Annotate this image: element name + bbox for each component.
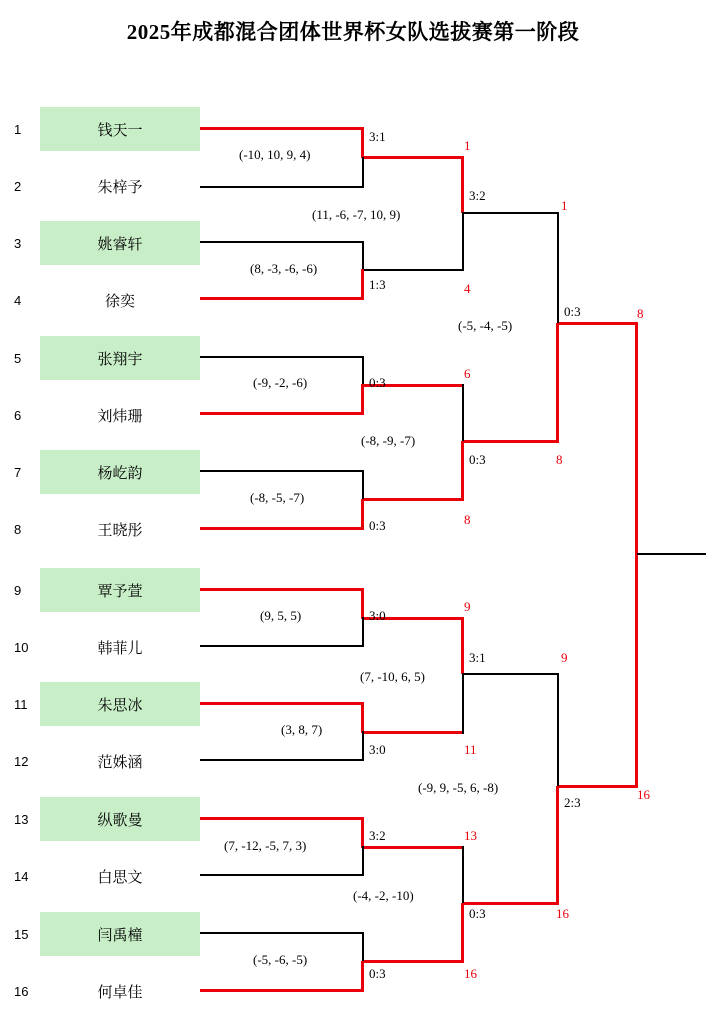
bracket-line-r1m1-top: [200, 127, 363, 130]
seed-number: 11: [14, 697, 28, 712]
match-winner-seed: 11: [464, 742, 477, 757]
player-box[interactable]: 闫禹橦: [40, 912, 200, 956]
match-winner-seed: 4: [464, 281, 471, 296]
player-box[interactable]: 徐奕: [104, 293, 135, 310]
bracket-line-r2m2-join-bottom: [461, 441, 464, 501]
match-winner-seed: 13: [464, 828, 477, 843]
bracket-line-r1m8-top: [200, 932, 363, 934]
seed-number: 10: [14, 640, 29, 655]
match-games: (-5, -4, -5): [458, 318, 513, 333]
match-score: 3:1: [469, 650, 486, 665]
match-winner-seed: 1: [561, 198, 568, 213]
player-box[interactable]: 王晓彤: [97, 522, 143, 539]
seed-number: 3: [14, 236, 22, 251]
bracket-line-r1m7-bottom: [200, 874, 363, 876]
bracket-line-r1m6-top: [200, 702, 363, 705]
seed-number: 5: [14, 351, 22, 366]
bracket-line-r1m4-top: [200, 470, 363, 472]
seed-number: 12: [14, 754, 29, 769]
match-score: 3:0: [369, 742, 386, 757]
bracket-line-r3m2-bottom: [464, 902, 559, 905]
bracket-line-r3m1-top: [464, 212, 559, 214]
seed-number: 13: [14, 812, 29, 827]
bracket-line-r3m2-join-top: [557, 673, 559, 787]
match-winner-seed: 9: [464, 599, 471, 614]
match-winner-seed: 16: [556, 906, 569, 921]
bracket-line-r1m2-top: [200, 241, 363, 243]
bracket-line-r1m5-join-bottom: [362, 617, 364, 647]
match-games: (-9, 9, -5, 6, -8): [418, 780, 499, 795]
match-games: (-8, -5, -7): [250, 490, 305, 505]
match-winner-seed: 1: [464, 138, 471, 153]
match-games: (-8, -9, -7): [361, 433, 416, 448]
match-games: (-4, -2, -10): [353, 888, 414, 903]
player-box[interactable]: 何卓佳: [97, 984, 143, 1001]
bracket-line-r2m4-bottom: [364, 960, 464, 963]
match-games: (8, -3, -6, -6): [250, 261, 318, 276]
player-box[interactable]: 姚睿轩: [40, 221, 200, 265]
seed-number: 4: [14, 293, 22, 308]
match-score: 0:3: [369, 375, 386, 390]
player-box[interactable]: 覃予萱: [40, 568, 200, 612]
bracket-line-r1m2-bottom: [200, 297, 363, 300]
seed-number: 16: [14, 984, 29, 999]
player-box[interactable]: 朱思冰: [40, 682, 200, 726]
bracket-line-r1m7-top: [200, 817, 363, 820]
bracket-line-r1m3-join-bottom: [361, 384, 364, 415]
bracket-line-r1m8-join-top: [362, 932, 364, 962]
match-winner-seed: 8: [464, 512, 471, 527]
bracket-line-r3m2-join-bottom: [556, 786, 559, 905]
seed-number: 7: [14, 465, 22, 480]
bracket-line-r1m5-join-top: [361, 588, 364, 619]
bracket-line-r1m6-join-bottom: [362, 731, 364, 761]
player-box[interactable]: 纵歌曼: [40, 797, 200, 841]
match-score: 1:3: [369, 277, 386, 292]
player-box[interactable]: 范姝涵: [97, 754, 143, 771]
match-games: (7, -10, 6, 5): [360, 669, 425, 684]
bracket-line-r2m4-top: [364, 846, 464, 849]
page-title: 2025年成都混合团体世界杯女队选拔赛第一阶段: [126, 20, 580, 44]
bracket-line-r3m2-top: [464, 673, 559, 675]
seed-number: 8: [14, 522, 22, 537]
match-score: 0:3: [564, 304, 581, 319]
bracket-line-r2m1-top: [364, 156, 464, 159]
bracket-line-r1m7-join-top: [361, 817, 364, 848]
bracket-line-r1m4-join-bottom: [361, 499, 364, 530]
match-games: (7, -12, -5, 7, 3): [224, 838, 307, 853]
bracket-line-r2m1-bottom: [364, 269, 464, 271]
bracket-line-final-top: [559, 322, 637, 325]
bracket-line-r1m8-bottom: [200, 989, 363, 992]
bracket-line-r3m1-bottom: [464, 440, 559, 443]
match-score: 0:3: [369, 966, 386, 981]
match-score: 3:1: [369, 129, 386, 144]
match-winner-seed: 8: [556, 452, 563, 467]
match-games: (-9, -2, -6): [253, 375, 308, 390]
player-box[interactable]: 朱梓予: [97, 179, 143, 196]
match-winner-seed: 16: [464, 966, 477, 981]
player-box[interactable]: 白思文: [97, 869, 143, 886]
match-score: 0:3: [469, 906, 486, 921]
match-games: (3, 8, 7): [281, 722, 323, 737]
bracket-line-r1m4-bottom: [200, 527, 363, 530]
bracket-line-r2m2-bottom: [364, 498, 464, 501]
player-box[interactable]: 张翔宇: [40, 336, 200, 380]
bracket-line-r2m4-join-bottom: [461, 903, 464, 963]
seed-number: 14: [14, 869, 29, 884]
player-box[interactable]: 钱天一: [40, 107, 200, 151]
match-winner-seed: 16: [637, 787, 650, 802]
bracket-line-final-bottom: [559, 785, 637, 788]
match-score: 0:3: [469, 452, 486, 467]
match-games: (11, -6, -7, 10, 9): [312, 207, 401, 222]
player-box[interactable]: 刘炜珊: [97, 408, 143, 425]
bracket-line-r2m3-join-top: [461, 617, 464, 674]
bracket-line-final-join: [635, 322, 638, 788]
seed-number: 6: [14, 408, 22, 423]
bracket-line-r1m5-bottom: [200, 645, 363, 647]
match-score: 2:3: [564, 795, 581, 810]
bracket-line-r3m1-join-top: [557, 212, 559, 324]
bracket-line-champion-out: [637, 553, 706, 555]
seed-number: 2: [14, 179, 22, 194]
bracket-line-r1m1-join-bottom: [362, 157, 364, 188]
bracket-line-r1m2-join-bottom: [361, 269, 364, 300]
bracket-line-r1m1-join-top: [361, 127, 364, 158]
seed-number: 1: [14, 122, 22, 137]
match-winner-seed: 6: [464, 366, 471, 381]
seed-number: 9: [14, 583, 22, 598]
bracket-line-r2m1-join-top: [461, 156, 464, 213]
bracket-line-r2m3-bottom: [364, 731, 464, 734]
player-box[interactable]: 杨屹韵: [40, 450, 200, 494]
bracket-line-r1m5-top: [200, 588, 363, 591]
match-games: (-5, -6, -5): [253, 952, 308, 967]
bracket-line-r1m2-join-top: [362, 241, 364, 271]
bracket-line-r1m1-bottom: [200, 186, 363, 188]
match-winner-seed: 8: [637, 306, 644, 321]
match-score: 3:0: [369, 608, 386, 623]
bracket-line-r1m3-bottom: [200, 412, 363, 415]
bracket-line-r2m4-join-top: [462, 846, 464, 904]
bracket-line-r2m3-join-bottom: [462, 673, 464, 734]
bracket-line-r1m7-join-bottom: [362, 846, 364, 876]
match-score: 3:2: [469, 188, 486, 203]
bracket-line-r1m4-join-top: [362, 470, 364, 500]
bracket-line-r2m2-join-top: [462, 384, 464, 442]
bracket-line-r1m8-join-bottom: [361, 961, 364, 992]
match-games: (9, 5, 5): [260, 608, 302, 623]
bracket-line-r1m6-join-top: [361, 702, 364, 733]
seed-number: 15: [14, 927, 29, 942]
bracket-line-r1m6-bottom: [200, 759, 363, 761]
match-games: (-10, 10, 9, 4): [239, 147, 311, 162]
bracket-line-r3m1-join-bottom: [556, 323, 559, 443]
bracket-line-r1m3-join-top: [362, 356, 364, 386]
player-box[interactable]: 韩菲儿: [97, 640, 143, 657]
bracket-line-r1m3-top: [200, 356, 363, 358]
match-score: 0:3: [369, 518, 386, 533]
match-score: 3:2: [369, 828, 386, 843]
match-winner-seed: 9: [561, 650, 568, 665]
bracket-line-r2m1-join-bottom: [462, 212, 464, 271]
